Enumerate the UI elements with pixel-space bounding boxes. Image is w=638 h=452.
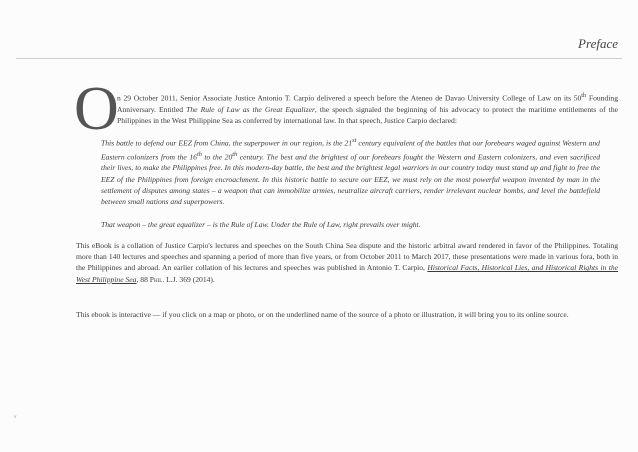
body-paragraph-1 — [76, 240, 618, 285]
intro-sup: th — [581, 92, 587, 99]
quote-1-text-3: to the 20 — [201, 152, 233, 162]
intro-text-1: n 29 October 2011, Senior Associate Justice Antonio T. Carpio delivered a speech before the Ateneo de Davao University College of Law on its 50 — [117, 93, 582, 103]
journal-abbrev: Phil. — [149, 274, 165, 284]
quote-1-sup-3: th — [232, 150, 238, 158]
para-1-text-1: This eBook is a collation of Justice Carpio's lectures and speeches on the South China Sea dispute and the historic arbitral award rendered in favor of the Philippines. Totaling more than 140 lectures and speeches and spanning a period of more than five years, or from October 2011 to March 2017, these presentations were made in various fora, both in the Philippines and abroad. An earlier collation of his lectures and speeches was published in Antonio T. Carpio, — [76, 241, 618, 273]
header-divider — [16, 58, 622, 59]
intro-paragraph — [117, 90, 618, 126]
quote-1-text-2: century equivalent of the battles that our forebears waged against Western and Eastern colonizers from the 16 — [101, 138, 600, 162]
speech-title: The Rule of Law as the Great Equalizer — [186, 104, 315, 114]
quote-1-sup-1: st — [352, 137, 357, 144]
page-title: Preface — [578, 36, 618, 51]
quote-1-text-1: This battle to defend our EEZ from China, the superpower in our region, is the 21 — [101, 138, 353, 148]
intro-text-3: , the speech signaled the beginning of his advocacy to protect the maritime entitlements of the Philippines in the West Philippine Sea as conferred by international law. In that speech, Justice Carpio declared: — [117, 104, 618, 125]
reference-link[interactable]: Historical Facts, Historical Lies, and Historical Rights in the West Philippine Sea — [76, 263, 619, 284]
para-1-text-3: L.J. 369 (2014). — [164, 274, 215, 284]
intro-text-2: Founding Anniversary. Entitled — [117, 93, 619, 114]
drop-cap: O — [74, 75, 119, 143]
block-quote-2: That weapon – the great equalizer – is the Rule of Law. Under the Rule of Law, right prevails over might. — [101, 220, 421, 229]
quote-1-text-4: century. The best and the brightest of our forebears fought the Western and Eastern colonizers, and even sacrificed their lives, to make the Philippines free. In this modern-day battle, the best and the brightest legal warriors in our country today must stand up and fight to free the EEZ of the Philippines from foreign encroachment. In this historic battle to secure our EEZ, we must rely on the most powerful weapon invented by man in the settlement of disputes among states – a weapon that can immobilize armies, neutralize aircraft carriers, render irrelevant nuclear bombs, and level the battlefield between small nations and superpowers. — [101, 152, 600, 207]
body-paragraph-2: This ebook is interactive — if you click on a map or photo, or on the underlined name of the source of a photo or illustration, it will bring you to its online source. — [76, 310, 569, 319]
page-number: v — [14, 415, 17, 420]
quote-1-sup-2: th — [196, 150, 202, 158]
block-quote-1 — [101, 135, 600, 207]
para-1-text-2: , 88 — [136, 274, 150, 284]
